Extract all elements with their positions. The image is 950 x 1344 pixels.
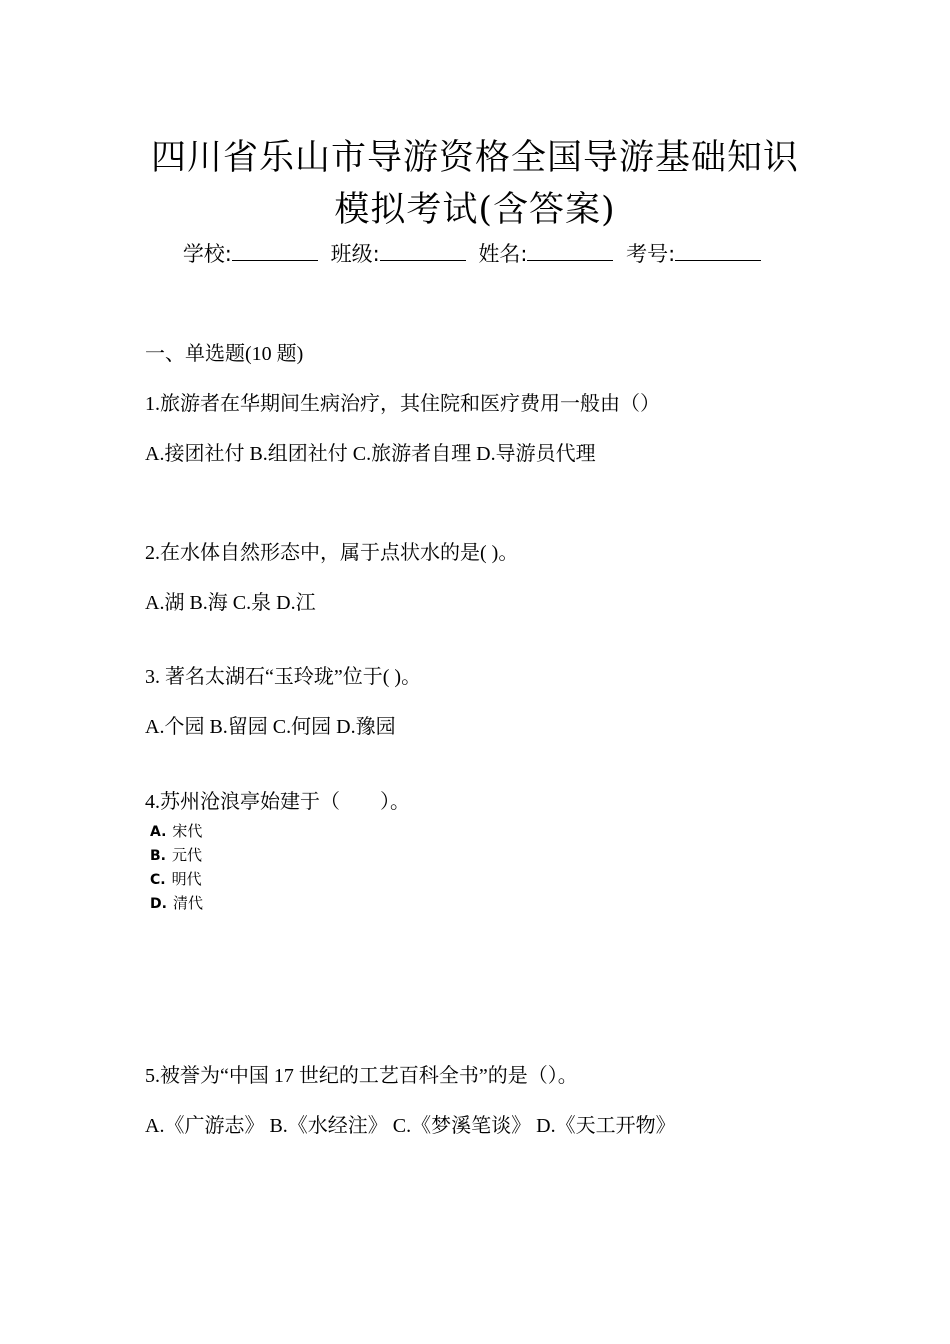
class-blank <box>380 242 466 261</box>
question-4-stem: 4.苏州沧浪亭始建于（ ）。 <box>145 791 410 813</box>
exam-number-label: 考号: <box>626 242 676 266</box>
option-text: 宋代 <box>172 822 203 840</box>
question-1-options: A.接团社付 B.组团社付 C.旅游者自理 D.导游员代理 <box>145 443 596 465</box>
question-4-option-b <box>150 844 202 865</box>
name-blank <box>527 242 613 261</box>
section-heading: 一、单选题(10 题) <box>145 343 304 365</box>
option-text: 清代 <box>172 894 203 912</box>
option-letter: B. <box>150 848 166 864</box>
question-4-option-d <box>150 892 203 913</box>
option-text: 元代 <box>172 846 203 864</box>
exam-number-blank <box>675 242 761 261</box>
option-letter: C. <box>150 872 166 888</box>
student-info-row <box>0 238 950 268</box>
school-label: 学校: <box>182 242 232 266</box>
question-5-options: A.《广游志》 B.《水经注》 C.《梦溪笔谈》 D.《天工开物》 <box>145 1115 676 1137</box>
option-letter: D. <box>150 896 167 912</box>
question-1-stem: 1.旅游者在华期间生病治疗，其住院和医疗费用一般由（） <box>145 393 660 415</box>
page-title-line-1: 四川省乐山市导游资格全国导游基础知识 <box>150 138 799 178</box>
option-letter: A. <box>150 824 167 840</box>
question-2-options: A.湖 B.海 C.泉 D.江 <box>145 592 316 614</box>
name-label: 姓名: <box>478 242 528 266</box>
question-3-stem: 3. 著名太湖石“玉玲珑”位于( )。 <box>145 666 422 688</box>
class-label: 班级: <box>330 242 380 266</box>
page-title-line-2: 模拟考试(含答案) <box>334 190 616 230</box>
question-4-option-a <box>150 820 202 841</box>
question-5-stem: 5.被誉为“中国 17 世纪的工艺百科全书”的是（）。 <box>145 1065 578 1087</box>
option-text: 明代 <box>171 870 202 888</box>
school-blank <box>232 242 318 261</box>
question-4-option-c <box>150 868 202 889</box>
question-3-options: A.个园 B.留园 C.何园 D.豫园 <box>145 716 396 738</box>
question-2-stem: 2.在水体自然形态中，属于点状水的是( )。 <box>145 542 519 564</box>
